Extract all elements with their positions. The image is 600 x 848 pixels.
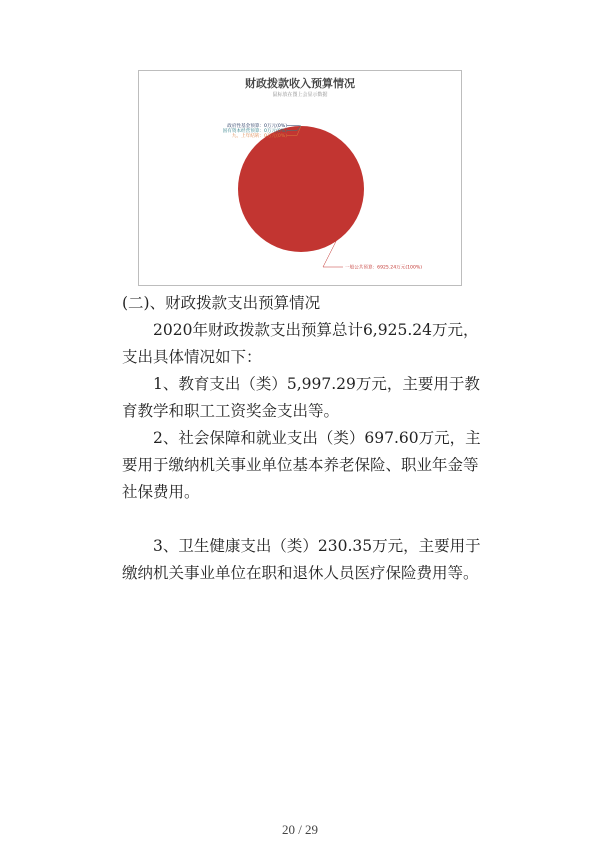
pie-label-1: 国有资本经营预算：0万元(0%): [222, 129, 287, 134]
pie-label-main: 一般公共预算：6925.24万元(100%): [345, 265, 423, 271]
chart-title: 财政拨款收入预算情况: [245, 77, 355, 90]
pie-label-2: 九、上年结转：0万元(0%): [231, 134, 287, 139]
pie-slice-3[interactable]: [238, 126, 364, 252]
section-heading: (二)、财政拨款支出预算情况: [122, 294, 321, 312]
intro-paragraph: 2020年财政拨款支出预算总计6,925.24万元，支出具体情况如下：: [122, 321, 479, 366]
item-health: 3、卫生健康支出（类）230.35万元，主要用于缴纳机关事业单位在职和退休人员医疗保险费用等。: [122, 537, 481, 582]
pie-label-0: 政府性基金预算：0万元(0%): [227, 124, 287, 129]
pie-label-line-0: [287, 126, 301, 127]
page-number: 20 / 29: [281, 822, 319, 837]
pie-chart-panel: [138, 70, 462, 286]
pie-chart-svg: [139, 71, 463, 287]
chart-subtitle: 鼠标放在图上会显示数据: [272, 92, 328, 98]
item-education: 1、教育支出（类）5,997.29万元，主要用于教育教学和职工工资奖金支出等。: [122, 375, 480, 420]
item-social-security: 2、社会保障和就业支出（类）697.60万元，主要用于缴纳机关事业单位基本养老保险、职业年金等社保费用。: [122, 429, 481, 501]
